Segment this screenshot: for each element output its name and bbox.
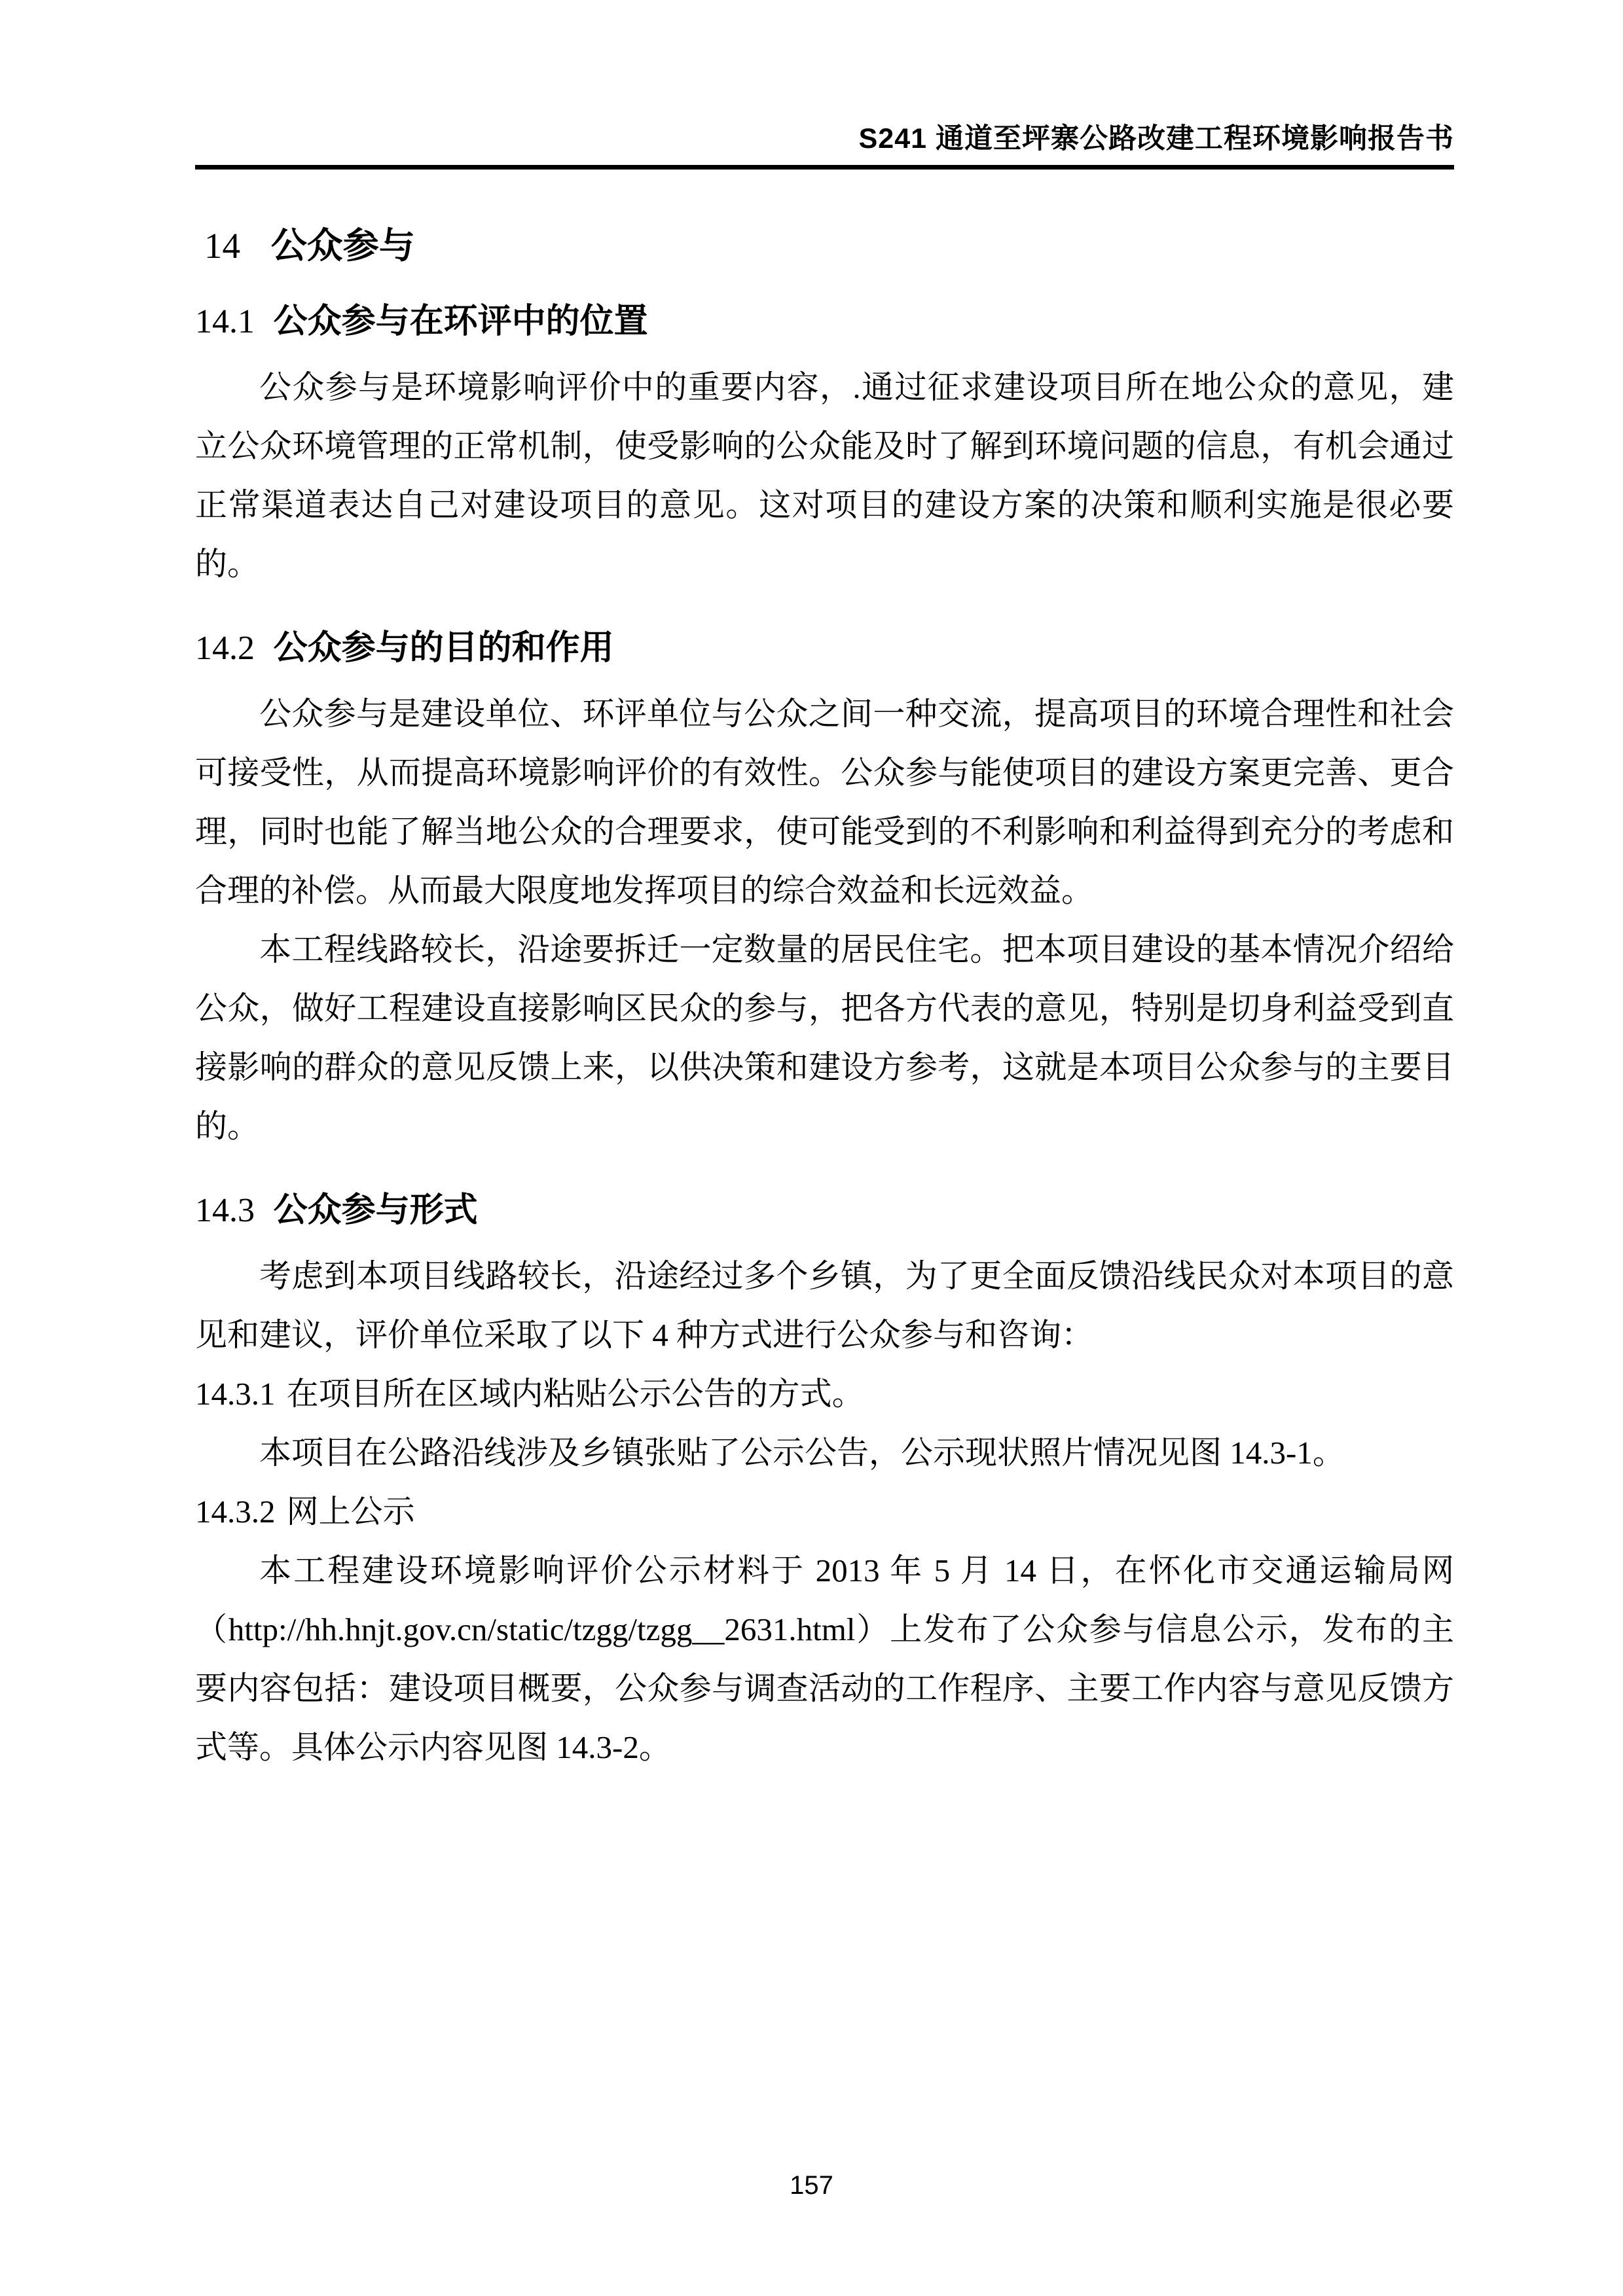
chapter-heading [204, 224, 1454, 267]
paragraph-14-3-2-1: 本工程建设环境影响评价公示材料于 2013 年 5 月 14 日，在怀化市交通运输局网（http://hh.hnjt.gov.cn/static/tzgg/tzgg__2631.html）上发布了公众参与信息公示，发布的主要内容包括：建设项目概要，公众参与调查活动的工作程序、主要工作内容与意见反馈方式等。具体公示内容见图 14.3-2。 [195, 1552, 1454, 1765]
page-footer [0, 2170, 1623, 2200]
section-14-2-title: 公众参与的目的和作用 [273, 629, 614, 667]
section-14-3-number: 14.3 [195, 1192, 255, 1229]
paragraph-14-2-2: 本工程线路较长，沿途要拆迁一定数量的居民住宅。把本项目建设的基本情况介绍给公众，做好工程建设直接影响区民众的参与，把各方代表的意见，特别是切身利益受到直接影响的群众的意见反馈上来，以供决策和建设方参考，这就是本项目公众参与的主要目的。 [195, 931, 1454, 1144]
section-14-2-number: 14.2 [195, 630, 255, 667]
section-heading-14-1 [195, 301, 1454, 342]
subsection-heading-14-3-1 [195, 1365, 1454, 1424]
page-number: 157 [790, 2171, 833, 2200]
chapter-title: 公众参与 [270, 225, 415, 266]
paragraph-14-3-1-1: 本项目在公路沿线涉及乡镇张贴了公示公告，公示现状照片情况见图 14.3-1。 [259, 1435, 1345, 1471]
section-14-1-number: 14.1 [195, 303, 255, 340]
section-14-1-title: 公众参与在环评中的位置 [273, 302, 648, 340]
paragraph-14-3-1: 考虑到本项目线路较长，沿途经过多个乡镇，为了更全面反馈沿线民众对本项目的意见和建议，评价单位采取了以下 4 种方式进行公众参与和咨询： [195, 1258, 1454, 1353]
subsection-14-3-1-number: 14.3.1 [195, 1376, 276, 1412]
subsection-14-3-2-number: 14.3.2 [195, 1494, 276, 1530]
section-heading-14-3 [195, 1190, 1454, 1231]
subsection-14-3-1-title: 在项目所在区域内粘贴公示公告的方式。 [286, 1376, 864, 1412]
header-rule [195, 165, 1454, 170]
chapter-number: 14 [204, 226, 240, 266]
subsection-14-3-2-title: 网上公示 [286, 1494, 415, 1530]
subsection-heading-14-3-2 [195, 1482, 1454, 1541]
report-title: S241 通道至坪寨公路改建工程环境影响报告书 [858, 123, 1454, 154]
section-14-3-title: 公众参与形式 [273, 1191, 478, 1229]
page-header [195, 122, 1454, 156]
paragraph-14-1-1: 公众参与是环境影响评价中的重要内容，.通过征求建设项目所在地公众的意见，建立公众环境管理的正常机制，使受影响的公众能及时了解到环境问题的信息，有机会通过正常渠道表达自己对建设项目的意见。这对项目的建设方案的决策和顺利实施是很必要的。 [195, 369, 1454, 582]
section-heading-14-2 [195, 628, 1454, 669]
paragraph-14-2-1: 公众参与是建设单位、环评单位与公众之间一种交流，提高项目的环境合理性和社会可接受性，从而提高环境影响评价的有效性。公众参与能使项目的建设方案更完善、更合理，同时也能了解当地公众的合理要求，使可能受到的不利影响和利益得到充分的考虑和合理的补偿。从而最大限度地发挥项目的综合效益和长远效益。 [195, 696, 1454, 908]
